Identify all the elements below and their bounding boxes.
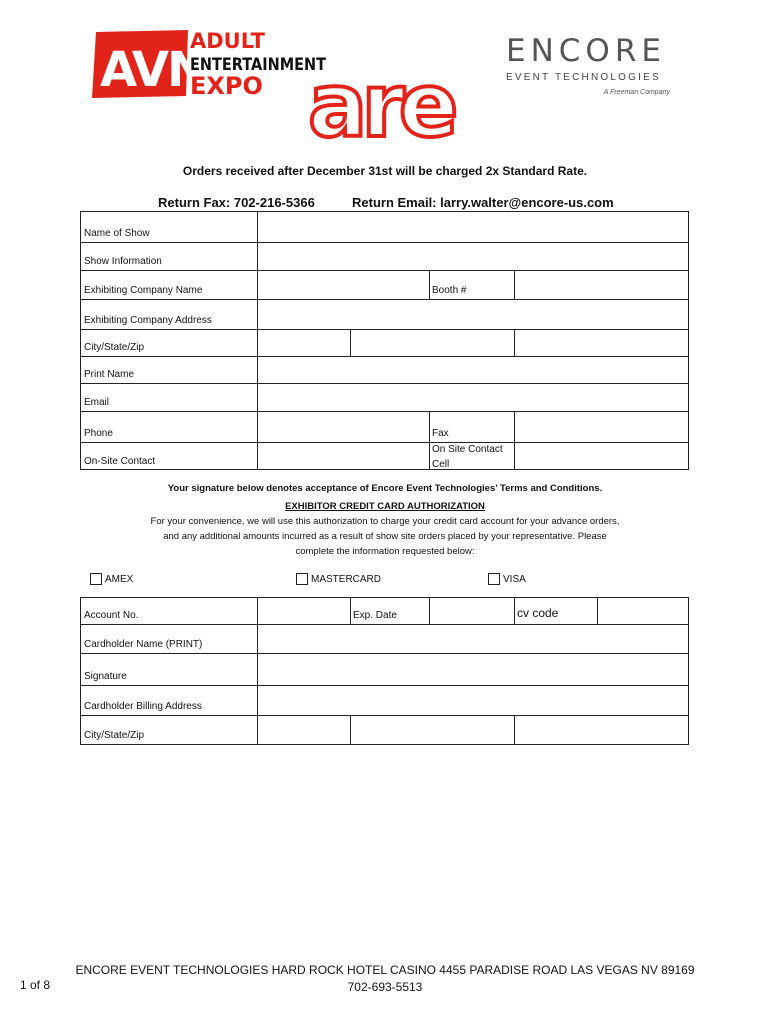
exhibiting-company-name-field[interactable] xyxy=(258,271,428,299)
card-row-signature xyxy=(81,653,688,685)
account-no-field[interactable] xyxy=(258,598,349,624)
card-row-account xyxy=(81,598,688,624)
entertainment-logo-text: ENTERTAINMENT xyxy=(190,55,327,75)
form-row-print-name xyxy=(81,356,688,383)
on-site-contact-cell-label xyxy=(432,444,503,470)
on-site-contact-field[interactable] xyxy=(258,443,428,470)
visa-option[interactable] xyxy=(488,573,526,585)
cc-authorization-heading: EXHIBITOR CREDIT CARD AUTHORIZATION xyxy=(285,501,485,512)
on-site-contact-label: On-Site Contact xyxy=(84,455,156,467)
adult-logo-text: ADULT xyxy=(190,29,265,53)
encore-logo xyxy=(506,33,676,96)
card-row-city-state-zip xyxy=(81,715,688,744)
name-of-show-field[interactable] xyxy=(258,212,688,242)
on-site-contact-cell-line1: On Site Contact xyxy=(432,444,503,455)
form-row-on-site-contact xyxy=(81,442,688,470)
booth-label: Booth # xyxy=(432,284,467,296)
credit-card-form xyxy=(80,597,689,745)
cardholder-name-label: Cardholder Name (PRINT) xyxy=(84,638,203,650)
form-row-show-information xyxy=(81,242,688,270)
cv-code-label: cv code xyxy=(517,606,559,621)
card-city-state-zip-label: City/State/Zip xyxy=(84,729,145,741)
footer-address: ENCORE EVENT TECHNOLOGIES HARD ROCK HOTEL CASINO 4455 PARADISE ROAD LAS VEGAS NV 89169 xyxy=(75,963,695,977)
footer-phone: 702-693-5513 xyxy=(347,980,423,994)
encore-logo-word: ENCORE xyxy=(506,33,666,69)
exhibiting-company-address-label: Exhibiting Company Address xyxy=(84,314,212,326)
form-row-company-address xyxy=(81,299,688,329)
amex-option[interactable] xyxy=(90,573,133,585)
amex-checkbox[interactable] xyxy=(90,573,102,585)
encore-logo-freeman: A Freeman Company xyxy=(603,89,670,96)
form-row-company-name xyxy=(81,270,688,299)
signature-label: Signature xyxy=(84,670,127,682)
phone-field[interactable] xyxy=(258,412,428,442)
mastercard-option[interactable] xyxy=(296,573,381,585)
zip-field[interactable] xyxy=(515,330,688,356)
mastercard-checkbox[interactable] xyxy=(296,573,308,585)
name-of-show-label: Name of Show xyxy=(84,227,150,239)
return-fax: Return Fax: 702-216-5366 xyxy=(158,195,315,210)
encore-logo-subtitle: EVENT TECHNOLOGIES xyxy=(506,72,661,83)
cc-authorization-line2: and any additional amounts incurred as a result of show site orders placed by your representative. Please xyxy=(163,531,607,542)
signature-acceptance-note: Your signature below denotes acceptance of Encore Event Technologies’ Terms and Conditions. xyxy=(167,483,603,494)
on-site-contact-cell-field[interactable] xyxy=(515,443,688,470)
card-state-field[interactable] xyxy=(351,716,514,744)
form-row-email xyxy=(81,383,688,411)
expo-logo-text: EXPO xyxy=(190,72,263,100)
page-number: 1 of 8 xyxy=(20,978,51,992)
show-information-field[interactable] xyxy=(258,243,688,270)
visa-label: VISA xyxy=(503,574,526,585)
card-row-cardholder-name xyxy=(81,624,688,653)
avn-expo-logo xyxy=(88,24,488,144)
billing-address-field[interactable] xyxy=(258,686,688,715)
are-logo-text: are xyxy=(308,54,453,144)
visa-checkbox[interactable] xyxy=(488,573,500,585)
on-site-contact-cell-line2: Cell xyxy=(432,458,450,470)
avn-logo-text: AVN xyxy=(100,42,206,98)
email-label: Email xyxy=(84,396,110,408)
phone-label: Phone xyxy=(84,427,113,439)
form-row-phone xyxy=(81,411,688,442)
cc-authorization-line1: For your convenience, we will use this authorization to charge your credit card account for your advance orders, xyxy=(150,516,620,527)
exp-date-label: Exp. Date xyxy=(353,609,397,621)
cc-authorization-line3: complete the information requested below: xyxy=(295,546,475,557)
footer xyxy=(0,962,770,996)
card-row-billing-address xyxy=(81,685,688,715)
fax-label: Fax xyxy=(432,427,449,439)
exhibiting-company-address-field[interactable] xyxy=(258,300,688,329)
fax-field[interactable] xyxy=(515,412,688,442)
exp-date-field[interactable] xyxy=(430,598,514,624)
account-no-label: Account No. xyxy=(84,609,139,621)
card-city-field[interactable] xyxy=(258,716,349,744)
mastercard-label: MASTERCARD xyxy=(311,574,382,585)
city-state-zip-label: City/State/Zip xyxy=(84,341,145,353)
exhibitor-info-form xyxy=(80,211,689,470)
show-information-label: Show Information xyxy=(84,255,162,267)
state-field[interactable] xyxy=(351,330,514,356)
email-field[interactable] xyxy=(258,384,688,411)
booth-field[interactable] xyxy=(515,271,688,299)
exhibiting-company-name-label: Exhibiting Company Name xyxy=(84,284,203,296)
cv-code-field[interactable] xyxy=(598,598,688,624)
billing-address-label: Cardholder Billing Address xyxy=(84,700,202,712)
signature-field[interactable] xyxy=(258,654,688,685)
form-row-name-of-show xyxy=(81,212,688,242)
print-name-field[interactable] xyxy=(258,357,688,383)
late-order-notice: Orders received after December 31st will be charged 2x Standard Rate. xyxy=(182,164,588,178)
print-name-label: Print Name xyxy=(84,368,135,380)
return-email: Return Email: larry.walter@encore-us.com xyxy=(352,195,614,210)
card-zip-field[interactable] xyxy=(515,716,688,744)
city-field[interactable] xyxy=(258,330,349,356)
form-row-city-state-zip xyxy=(81,329,688,356)
cardholder-name-field[interactable] xyxy=(258,625,688,653)
amex-label: AMEX xyxy=(105,574,134,585)
